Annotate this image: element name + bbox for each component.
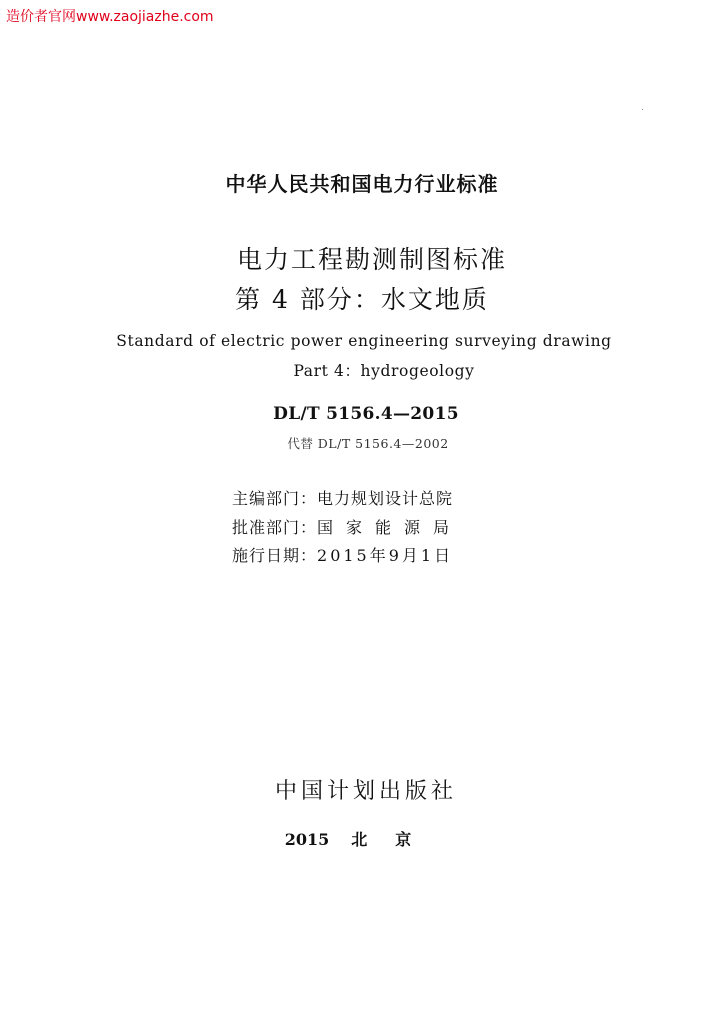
- part-title-english: Part 4：hydrogeology: [293, 362, 475, 380]
- publisher-name: 中国计划出版社: [274, 779, 457, 804]
- effective-date-label: 施行日期：: [232, 546, 318, 565]
- publication-city: 北京: [351, 830, 440, 849]
- publication-place: [0, 827, 724, 850]
- editor-line: [232, 486, 453, 509]
- watermark-link[interactable]: 造价者官网www.zaojiazhe.com: [6, 9, 214, 25]
- scan-speck: [642, 109, 643, 110]
- effective-date-line: [232, 543, 453, 566]
- editor-label: 主编部门：: [232, 489, 318, 508]
- standard-code: DL/T 5156.4—2015: [273, 404, 459, 424]
- effective-date-value: 2015年9月1日: [317, 546, 454, 565]
- approver-label: 批准部门：: [232, 518, 318, 537]
- publication-year: 2015: [284, 830, 330, 849]
- approver-line: [232, 515, 462, 538]
- title-english: Standard of electric power engineering surveying drawing: [116, 332, 612, 350]
- approver-value: 国家能源局: [317, 518, 463, 537]
- title-chinese: 电力工程勘测制图标准: [236, 245, 507, 274]
- part-title-chinese: 第 4 部分：水文地质: [235, 285, 489, 314]
- editor-value: 电力规划设计总院: [317, 489, 454, 508]
- standard-category: 中华人民共和国电力行业标准: [225, 172, 499, 196]
- replaces-note: 代替 DL/T 5156.4—2002: [287, 436, 449, 451]
